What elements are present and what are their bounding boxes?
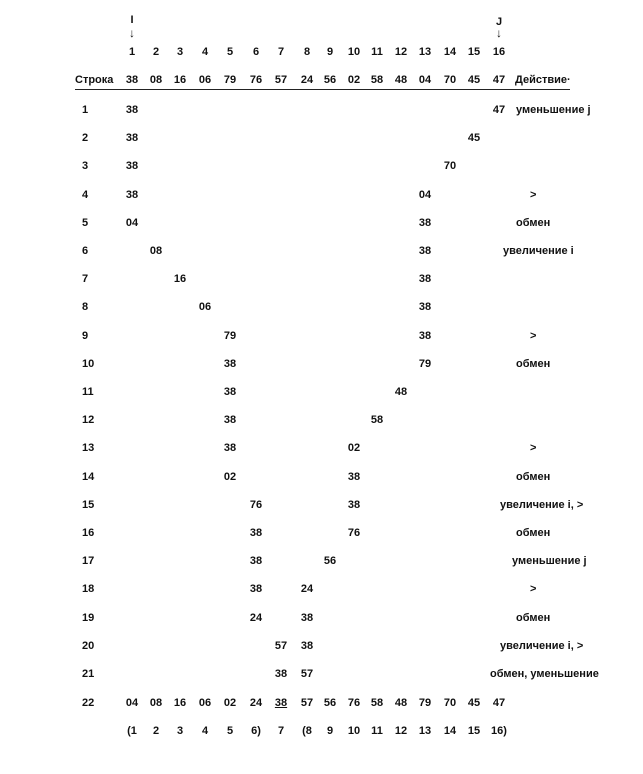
bottom-index: 14 [443, 725, 457, 737]
row-number: 4 [82, 188, 89, 201]
cell-value: 45 [467, 132, 481, 145]
cell-value: 38 [300, 611, 314, 624]
pointer-j-arrow-icon: ↓ [496, 26, 502, 40]
column-index: 2 [152, 46, 160, 58]
row-number: 17 [82, 555, 95, 568]
final-value: 06 [198, 697, 212, 709]
row-number: 22 [82, 697, 95, 709]
final-value: 02 [223, 697, 237, 709]
column-index: 9 [326, 46, 334, 58]
pointer-i-arrow-icon: ↓ [129, 26, 135, 40]
action-text: обмен [516, 216, 551, 229]
cell-value: 38 [249, 555, 263, 568]
column-index: 15 [467, 46, 481, 58]
cell-value: 38 [418, 216, 432, 229]
action-text: уменьшение j [516, 104, 591, 116]
initial-value: 16 [173, 74, 187, 86]
row-header: Строка [75, 74, 114, 86]
final-value: 38 [274, 697, 288, 709]
pointer-i-label: I [130, 14, 134, 26]
final-value: 24 [249, 697, 263, 709]
final-value: 56 [323, 697, 337, 709]
cell-value: 38 [418, 273, 432, 286]
cell-value: 48 [394, 386, 408, 398]
row-number: 19 [82, 611, 95, 624]
cell-value: 38 [274, 668, 288, 680]
cell-value: 06 [198, 301, 212, 314]
cell-value: 38 [223, 357, 237, 370]
initial-value: 02 [347, 74, 361, 86]
column-index: 3 [176, 46, 184, 58]
row-number: 21 [82, 668, 95, 680]
row-number: 11 [82, 386, 94, 398]
initial-value: 24 [300, 74, 314, 86]
column-index: 14 [443, 46, 457, 58]
cell-value: 38 [418, 301, 432, 314]
row-number: 9 [82, 329, 89, 342]
final-value: 58 [370, 697, 384, 709]
cell-value: 47 [492, 104, 506, 116]
cell-value: 38 [249, 527, 263, 539]
cell-value: 02 [347, 442, 361, 455]
column-index: 11 [371, 46, 383, 58]
column-index: 1 [128, 46, 136, 58]
action-text: > [530, 442, 537, 455]
initial-value: 47 [492, 74, 506, 86]
initial-value: 08 [149, 74, 163, 86]
cell-value: 38 [125, 160, 139, 173]
cell-value: 58 [370, 414, 384, 427]
pointer-j-label: J [495, 16, 503, 28]
row-number: 12 [82, 414, 95, 427]
initial-value: 45 [467, 74, 481, 86]
column-index: 16 [492, 46, 506, 58]
action-text: > [530, 583, 537, 596]
bottom-index: 16) [491, 725, 507, 737]
initial-value: 06 [198, 74, 212, 86]
initial-value: 57 [274, 74, 288, 86]
action-text: > [530, 188, 537, 201]
final-value: 48 [394, 697, 408, 709]
column-index: 8 [303, 46, 311, 58]
column-index: 4 [201, 46, 209, 58]
row-number: 18 [82, 583, 95, 596]
cell-value: 08 [149, 245, 163, 257]
row-number: 14 [82, 470, 95, 483]
action-text: > [530, 329, 537, 342]
row-number: 15 [82, 498, 95, 511]
row-number: 7 [82, 273, 89, 286]
bottom-index: 2 [152, 725, 160, 737]
initial-value: 48 [394, 74, 408, 86]
final-value: 47 [492, 697, 506, 709]
cell-value: 38 [249, 583, 263, 596]
cell-value: 16 [173, 273, 187, 286]
cell-value: 76 [249, 498, 263, 511]
final-value: 76 [347, 697, 361, 709]
bottom-index: 15 [467, 725, 481, 737]
cell-value: 38 [300, 639, 314, 652]
cell-value: 38 [347, 470, 361, 483]
bottom-index: 6) [251, 725, 261, 737]
initial-value: 38 [125, 74, 139, 86]
header-underline [75, 89, 570, 90]
cell-value: 38 [418, 245, 432, 257]
action-text: обмен [516, 527, 551, 539]
action-text: обмен [516, 357, 551, 370]
cell-value: 38 [223, 442, 237, 455]
bottom-index: 7 [277, 725, 285, 737]
bottom-index: (8 [302, 725, 312, 737]
action-text: уменьшение j [512, 555, 587, 568]
final-value: 45 [467, 697, 481, 709]
cell-value: 38 [223, 386, 237, 398]
bottom-index: 13 [418, 725, 432, 737]
cell-value: 38 [347, 498, 361, 511]
action-text: обмен [516, 611, 551, 624]
cell-value: 79 [223, 329, 237, 342]
cell-value: 24 [249, 611, 263, 624]
cell-value: 04 [418, 188, 432, 201]
bottom-index: 5 [226, 725, 234, 737]
cell-value: 24 [300, 583, 314, 596]
final-value: 57 [300, 697, 314, 709]
bottom-index: 9 [326, 725, 334, 737]
bottom-index: 3 [176, 725, 184, 737]
column-index: 7 [277, 46, 285, 58]
cell-value: 38 [223, 414, 237, 427]
final-value: 08 [149, 697, 163, 709]
column-index: 13 [418, 46, 432, 58]
action-text: увеличение i, > [500, 498, 584, 511]
initial-value: 04 [418, 74, 432, 86]
column-index: 5 [226, 46, 234, 58]
cell-value: 38 [125, 104, 139, 116]
row-number: 13 [82, 442, 95, 455]
row-number: 5 [82, 216, 89, 229]
cell-value: 70 [443, 160, 457, 173]
initial-value: 58 [370, 74, 384, 86]
cell-value: 02 [223, 470, 237, 483]
column-index: 12 [394, 46, 408, 58]
cell-value: 79 [418, 357, 432, 370]
bottom-index: 12 [394, 725, 408, 737]
action-text: увеличение i [503, 245, 574, 257]
cell-value: 56 [323, 555, 337, 568]
row-number: 8 [82, 301, 89, 314]
row-number: 10 [82, 357, 95, 370]
action-text: обмен, уменьшение [490, 668, 599, 680]
cell-value: 38 [125, 132, 139, 145]
final-value: 70 [443, 697, 457, 709]
initial-value: 79 [223, 74, 237, 86]
initial-value: 70 [443, 74, 457, 86]
row-number: 2 [82, 132, 89, 145]
row-number: 20 [82, 639, 95, 652]
bottom-index: 10 [347, 725, 361, 737]
column-index: 6 [252, 46, 260, 58]
initial-value: 56 [323, 74, 337, 86]
row-number: 6 [82, 245, 89, 257]
cell-value: 38 [125, 188, 139, 201]
bottom-index: (1 [127, 725, 137, 737]
bottom-index: 11 [371, 725, 383, 737]
initial-value: 76 [249, 74, 263, 86]
row-number: 1 [82, 104, 89, 116]
cell-value: 38 [418, 329, 432, 342]
final-value: 16 [173, 697, 187, 709]
action-header: Действие· [515, 74, 571, 86]
bottom-index: 4 [201, 725, 209, 737]
column-index: 10 [347, 46, 361, 58]
row-number: 16 [82, 527, 95, 539]
cell-value: 57 [300, 668, 314, 680]
final-value: 04 [125, 697, 139, 709]
cell-value: 04 [125, 216, 139, 229]
action-text: обмен [516, 470, 551, 483]
cell-value: 76 [347, 527, 361, 539]
cell-value: 57 [274, 639, 288, 652]
final-value: 79 [418, 697, 432, 709]
row-number: 3 [82, 160, 89, 173]
action-text: увеличение i, > [500, 639, 584, 652]
